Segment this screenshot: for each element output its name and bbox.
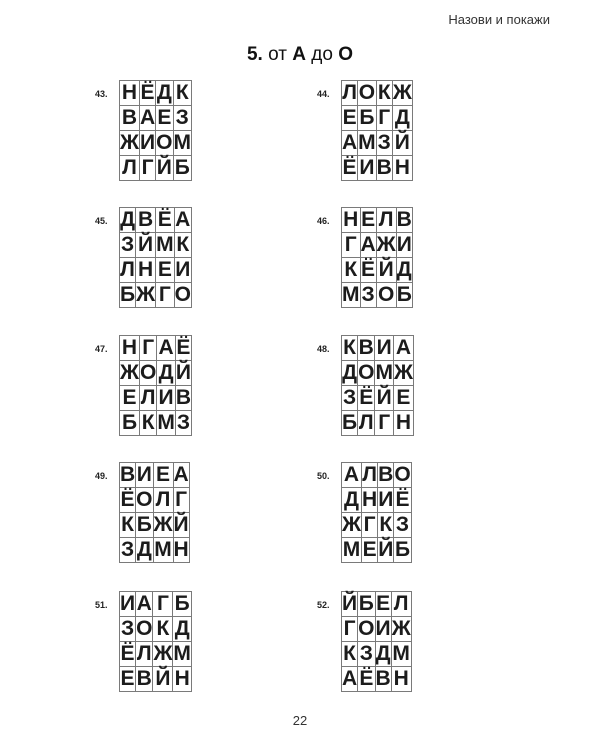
grid-cell-letter: А	[158, 336, 174, 359]
grid-cell-letter: З	[120, 233, 135, 256]
grid-cell-letter: Й	[153, 667, 173, 692]
grid-cell-letter: Ё	[342, 156, 357, 179]
grid-cell-letter: А	[393, 336, 413, 361]
grid-cell-letter: Е	[153, 463, 173, 488]
letter-grid	[341, 591, 412, 692]
grid-cell-letter: Б	[120, 411, 140, 436]
grid-cell-letter: Е	[120, 667, 135, 690]
grid-cell-letter: Н	[391, 667, 411, 692]
grid-cell-letter: М	[173, 131, 191, 154]
grid-cell-letter: К	[377, 81, 391, 104]
grid-row	[120, 131, 192, 156]
grid-cell-letter: Н	[361, 488, 378, 511]
grid-row	[120, 156, 192, 181]
grid-cell-letter: Ж	[153, 513, 173, 536]
grid-row	[342, 538, 412, 563]
grid-cell-letter: В	[396, 208, 412, 231]
grid-cell-letter: Е	[376, 592, 391, 615]
grid-cell-letter: В	[136, 667, 152, 690]
grid-cell-letter: Й	[136, 233, 156, 258]
grid-cell-letter: К	[174, 233, 191, 258]
grid-cell-letter: О	[358, 81, 376, 104]
grid-cell-letter: З	[358, 642, 375, 667]
grid-cell-letter: И	[120, 592, 136, 615]
grid-cell-letter: З	[377, 131, 391, 154]
grid-cell-letter: В	[120, 463, 136, 486]
grid-cell-letter: Е	[157, 106, 172, 129]
title-letter-to: О	[338, 44, 353, 65]
puzzle-number: 45.	[95, 216, 108, 226]
grid-cell-letter: Ж	[393, 361, 413, 384]
letter-grid	[341, 335, 414, 436]
letter-grid	[119, 335, 192, 436]
title-to-word: до	[311, 44, 333, 65]
letter-grid	[341, 207, 413, 308]
grid-cell-letter: Л	[358, 411, 374, 434]
grid-cell-letter: В	[120, 106, 140, 131]
grid-cell-letter: З	[176, 411, 190, 434]
grid-cell-letter: К	[173, 81, 192, 106]
grid-cell-letter: Н	[393, 411, 413, 436]
grid-cell-letter: Г	[376, 106, 392, 131]
grid-cell-letter: О	[358, 361, 375, 384]
grid-cell-letter: Ж	[391, 617, 411, 640]
grid-cell-letter: М	[154, 538, 172, 561]
title-from-word: от	[268, 44, 287, 65]
grid-cell-letter: Е	[393, 386, 413, 411]
grid-cell-letter: Й	[376, 386, 392, 409]
grid-cell-letter: З	[394, 513, 411, 538]
grid-cell-letter: Д	[136, 538, 152, 561]
grid-cell-letter: Н	[120, 336, 140, 361]
grid-cell-letter: Б	[120, 283, 136, 306]
grid-cell-letter: Й	[173, 513, 189, 536]
grid-cell-letter: В	[358, 336, 374, 359]
grid-row	[342, 283, 413, 308]
grid-cell-letter: Д	[120, 208, 136, 231]
grid-row	[120, 463, 190, 488]
grid-cell-letter: А	[175, 208, 191, 231]
grid-cell-letter: Ж	[392, 81, 412, 104]
grid-row	[120, 513, 190, 538]
grid-row	[120, 667, 192, 692]
grid-row	[342, 617, 412, 642]
grid-cell-letter: Б	[342, 411, 358, 434]
grid-cell-letter: Г	[361, 513, 377, 538]
puzzle-number: 47.	[95, 344, 108, 354]
grid-row	[342, 208, 413, 233]
grid-cell-letter: Б	[394, 538, 411, 561]
grid-row	[342, 361, 414, 386]
grid-cell-letter: А	[360, 233, 376, 256]
grid-cell-letter: О	[136, 617, 153, 640]
puzzle-number: 49.	[95, 471, 108, 481]
grid-cell-letter: Е	[120, 386, 140, 411]
grid-cell-letter: К	[121, 513, 134, 536]
grid-cell-letter: Й	[342, 592, 358, 615]
grid-cell-letter: Д	[158, 361, 174, 384]
grid-cell-letter: Д	[342, 361, 358, 384]
puzzle-number: 50.	[317, 471, 330, 481]
grid-row	[120, 258, 192, 283]
grid-cell-letter: М	[173, 642, 191, 665]
grid-cell-letter: Г	[153, 592, 173, 617]
grid-cell-letter: К	[342, 258, 361, 283]
exercise-number: 5.	[246, 44, 263, 65]
grid-row	[342, 642, 412, 667]
grid-cell-letter: В	[378, 463, 394, 486]
grid-cell-letter: Л	[153, 488, 173, 513]
grid-row	[120, 208, 192, 233]
grid-cell-letter: Й	[175, 361, 191, 384]
grid-cell-letter: Ё	[120, 488, 135, 511]
grid-cell-letter: Ё	[359, 667, 374, 690]
grid-cell-letter: О	[174, 283, 191, 306]
grid-cell-letter: Д	[174, 617, 190, 640]
letter-grid	[119, 591, 192, 692]
grid-cell-letter: Н	[343, 208, 359, 231]
grid-cell-letter: В	[136, 208, 156, 233]
grid-row	[342, 258, 413, 283]
grid-row	[342, 386, 414, 411]
grid-row	[342, 131, 413, 156]
grid-cell-letter: В	[175, 386, 191, 409]
grid-cell-letter: Ё	[120, 642, 135, 665]
grid-row	[342, 513, 412, 538]
grid-cell-letter: Ж	[376, 233, 396, 256]
grid-cell-letter: Б	[136, 513, 152, 536]
puzzle-number: 43.	[95, 89, 108, 99]
grid-cell-letter: Ё	[361, 258, 376, 281]
grid-cell-letter: А	[139, 106, 156, 129]
grid-row	[120, 538, 190, 563]
grid-cell-letter: И	[359, 156, 375, 179]
puzzle-number: 44.	[317, 89, 330, 99]
grid-cell-letter: А	[173, 463, 189, 486]
grid-cell-letter: Д	[375, 642, 391, 665]
grid-cell-letter: Й	[378, 538, 394, 561]
grid-row	[120, 361, 192, 386]
grid-cell-letter: Н	[136, 258, 156, 283]
puzzle-number: 48.	[317, 344, 330, 354]
puzzle-number: 52.	[317, 600, 330, 610]
grid-cell-letter: М	[375, 361, 393, 384]
grid-cell-letter: О	[394, 463, 411, 486]
grid-cell-letter: Д	[396, 258, 412, 281]
grid-cell-letter: Н	[392, 156, 412, 181]
grid-row	[120, 617, 192, 642]
grid-cell-letter: З	[342, 386, 357, 409]
grid-row	[120, 283, 192, 308]
puzzle-number: 51.	[95, 600, 108, 610]
grid-cell-letter: Ж	[120, 131, 139, 154]
grid-cell-letter: А	[342, 667, 358, 690]
grid-row	[342, 592, 412, 617]
grid-cell-letter: Г	[342, 617, 358, 642]
grid-cell-letter: Б	[358, 592, 374, 615]
letter-grid	[341, 462, 412, 563]
grid-cell-letter: О	[156, 131, 173, 154]
grid-cell-letter: М	[156, 233, 174, 256]
grid-cell-letter: Ё	[359, 386, 374, 409]
letter-grid	[119, 462, 190, 563]
grid-cell-letter: Л	[120, 156, 140, 181]
grid-row	[120, 233, 192, 258]
grid-cell-letter: Ж	[342, 513, 361, 536]
grid-cell-letter: К	[343, 336, 356, 359]
grid-row	[120, 642, 192, 667]
grid-row	[342, 488, 412, 513]
grid-cell-letter: Е	[361, 208, 376, 231]
grid-cell-letter: Ж	[136, 283, 156, 306]
grid-cell-letter: И	[375, 617, 391, 640]
grid-cell-letter: Д	[156, 81, 172, 104]
grid-cell-letter: Ё	[395, 488, 410, 511]
grid-row	[120, 411, 192, 436]
puzzle-number: 46.	[317, 216, 330, 226]
grid-cell-letter: Ё	[176, 336, 191, 359]
grid-cell-letter: И	[175, 258, 191, 281]
grid-cell-letter: З	[361, 283, 375, 306]
grid-cell-letter: А	[342, 463, 362, 488]
letter-grid	[119, 207, 192, 308]
grid-cell-letter: А	[136, 592, 152, 615]
grid-cell-letter: Б	[174, 592, 190, 615]
grid-cell-letter: Б	[396, 283, 412, 306]
grid-cell-letter: М	[157, 411, 175, 434]
grid-cell-letter: З	[121, 538, 135, 561]
grid-cell-letter: О	[377, 283, 395, 306]
grid-cell-letter: З	[173, 106, 192, 131]
title-letter-from: А	[292, 44, 306, 65]
grid-cell-letter: О	[139, 361, 157, 384]
grid-row	[342, 667, 412, 692]
grid-cell-letter: Е	[156, 258, 175, 283]
grid-cell-letter: О	[358, 617, 375, 640]
grid-row	[342, 463, 412, 488]
grid-row	[342, 336, 414, 361]
grid-cell-letter: В	[376, 156, 392, 179]
grid-row	[120, 488, 190, 513]
grid-cell-letter: Н	[120, 81, 140, 106]
grid-cell-letter: Ж	[120, 361, 139, 384]
grid-cell-letter: Л	[376, 208, 396, 233]
grid-cell-letter: И	[136, 463, 152, 486]
letter-grid	[341, 80, 413, 181]
grid-cell-letter: М	[342, 283, 360, 306]
grid-cell-letter: Й	[156, 156, 172, 179]
grid-row	[120, 81, 192, 106]
grid-cell-letter: Д	[392, 106, 412, 131]
grid-row	[120, 336, 192, 361]
grid-cell-letter: Ё	[156, 208, 175, 233]
grid-cell-letter: Л	[140, 386, 156, 409]
grid-cell-letter: Ж	[153, 642, 173, 665]
grid-cell-letter: К	[153, 617, 173, 642]
grid-cell-letter: И	[378, 488, 394, 511]
grid-cell-letter: Н	[173, 538, 189, 561]
grid-cell-letter: М	[342, 538, 361, 561]
grid-cell-letter: Л	[136, 642, 152, 665]
grid-cell-letter: Л	[391, 592, 411, 617]
grid-cell-letter: В	[375, 667, 391, 690]
grid-row	[342, 106, 413, 131]
grid-cell-letter: Л	[120, 258, 135, 281]
grid-row	[342, 233, 413, 258]
grid-cell-letter: Б	[359, 106, 375, 129]
grid-cell-letter: И	[396, 233, 412, 256]
grid-row	[120, 106, 192, 131]
grid-cell-letter: Ё	[140, 81, 155, 104]
grid-cell-letter: Л	[342, 81, 357, 104]
grid-cell-letter: И	[376, 336, 392, 359]
page-number: 22	[292, 713, 308, 728]
grid-row	[342, 81, 413, 106]
grid-row	[342, 156, 413, 181]
grid-cell-letter: Г	[139, 156, 155, 181]
grid-row	[120, 386, 192, 411]
grid-cell-letter: Г	[173, 488, 189, 513]
grid-cell-letter: Й	[392, 131, 412, 156]
grid-cell-letter: Й	[376, 258, 396, 283]
grid-cell-letter: А	[342, 131, 358, 154]
grid-cell-letter: З	[120, 617, 135, 640]
grid-cell-letter: К	[379, 513, 393, 536]
grid-cell-letter: К	[139, 411, 156, 436]
grid-cell-letter: Г	[342, 233, 361, 258]
grid-row	[120, 592, 192, 617]
grid-row	[342, 411, 414, 436]
grid-cell-letter: О	[136, 488, 153, 511]
letter-grid	[119, 80, 192, 181]
grid-cell-letter: Г	[139, 336, 156, 361]
grid-cell-letter: Г	[375, 411, 394, 436]
grid-cell-letter: М	[358, 131, 376, 154]
running-header: Назови и покажи	[448, 12, 550, 27]
grid-cell-letter: К	[343, 642, 356, 665]
grid-cell-letter: Д	[342, 488, 362, 513]
grid-cell-letter: Л	[362, 463, 377, 486]
grid-cell-letter: И	[140, 131, 156, 154]
grid-cell-letter: М	[392, 642, 410, 665]
grid-cell-letter: Н	[174, 667, 190, 690]
exercise-title	[0, 44, 600, 66]
grid-cell-letter: Е	[342, 106, 357, 129]
grid-cell-letter: И	[158, 386, 174, 409]
grid-cell-letter: Е	[362, 538, 377, 561]
grid-cell-letter: Г	[156, 283, 175, 308]
grid-cell-letter: Б	[174, 156, 190, 179]
